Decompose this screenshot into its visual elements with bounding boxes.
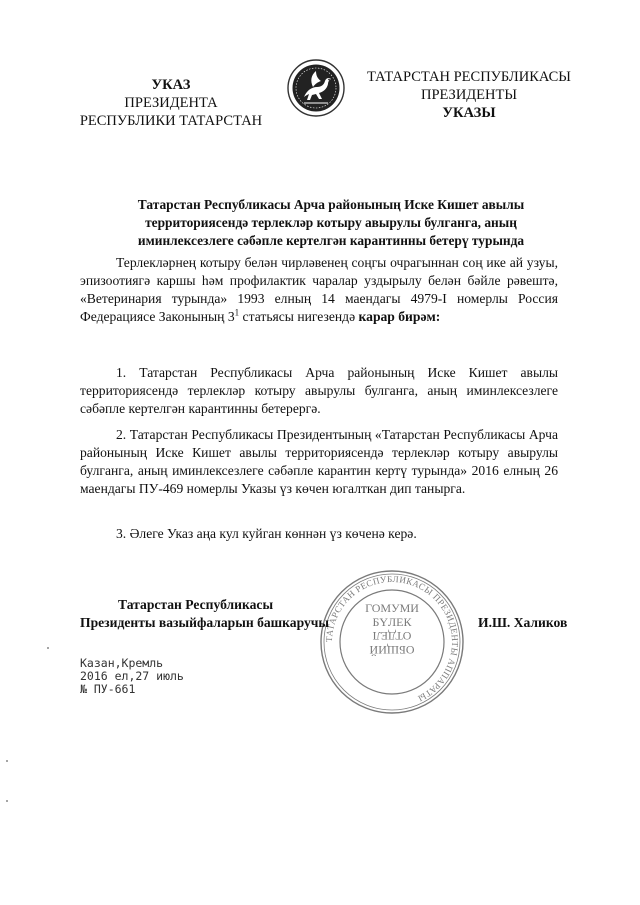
official-stamp: [316, 566, 468, 718]
scan-speck: [6, 800, 8, 802]
header-tatar: [362, 68, 576, 122]
decree-title: [100, 196, 562, 250]
signature-line2: Президенты вазыйфаларын башкаручы: [80, 615, 330, 630]
intro-resolution: карар бирәм:: [358, 309, 441, 324]
stamp-line2: БҮЛЕК: [372, 615, 412, 629]
signatory-name: И.Ш. Халиков: [478, 615, 568, 630]
title-line2: территориясендә терлекләр котыру авырулы булганга, аның: [145, 215, 517, 230]
registration-block: [80, 657, 184, 696]
signature-line1: Татарстан Республикасы: [118, 597, 274, 612]
registration-date: 2016 ел,27 июль: [80, 669, 184, 683]
stamp-line3: ОБЩИЙ: [369, 643, 415, 657]
intro-paragraph: [80, 254, 558, 326]
header-right-line3: УКАЗЫ: [442, 105, 496, 121]
scan-speck: [6, 760, 8, 762]
title-line3: иминлексезлеге сәбәпле кертелгән карантинны бетерү турында: [137, 233, 525, 248]
registration-number: № ПУ-661: [80, 682, 136, 696]
stamp-line4: ОТДЕЛ: [372, 629, 412, 643]
decree-item-1: 1. Татарстан Республикасы Арча районының Иске Кишет авылы территориясендә терлекләр котыру авырулы булганга, аның иминлексезлеге сәбәпле кертелгән карантинны бетерергә.: [80, 365, 558, 416]
header-left-line1: УКАЗ: [151, 77, 191, 93]
tatarstan-coat-of-arms-icon: [286, 56, 346, 120]
title-line1: Татарстан Республикасы Арча районының Иске Кишет авылы: [137, 197, 525, 212]
scan-speck: [47, 647, 49, 649]
header-russian: [76, 76, 266, 130]
intro-text-tail: статьясы нигезендә: [239, 309, 359, 324]
header-left-line2: ПРЕЗИДЕНТА: [124, 95, 218, 111]
decree-item-2: 2. Татарстан Республикасы Президентының «Татарстан Республикасы Арча районының Иске Кишет авылы территориясендә терлекләр котыру авырулы булганга, аның иминлексезлеге сәбәпле карантин кертү турында» 2016 елның 26 маендагы ПУ-469 номерлы Указы үз көчен югалткан дип танырга.: [80, 427, 558, 496]
stamp-ring-text: ТАТАРСТАН РЕСПУБЛИКАСЫ ПРЕЗИДЕНТЫ АППАРАТЫ: [323, 573, 461, 704]
signature-block: [80, 596, 380, 632]
header-right-line1: ТАТАРСТАН РЕСПУБЛИКАСЫ: [367, 69, 571, 85]
intro-superscript: 1: [234, 307, 240, 318]
intro-text: Терлекләрнең котыру белән чирләвенең соңгы очрагыннан соң ике ай узуы, эпизоотиягә каршы һәм профилактик чаралар уздырылу белән бәйле рәвештә, «Ветеринария турында» 1993 елның 14 маендагы 4979-I номерлы Россия Федерациясе Законының 3: [80, 255, 558, 324]
header-right-line2: ПРЕЗИДЕНТЫ: [420, 87, 518, 103]
header-left-line3: РЕСПУБЛИКИ ТАТАРСТАН: [79, 113, 263, 129]
decree-item-3: 3. Әлеге Указ аңа кул куйган көннән үз көченә керә.: [116, 526, 417, 541]
stamp-line1: ГОМУМИ: [365, 601, 419, 615]
registration-place: Казан,Кремль: [80, 656, 164, 670]
